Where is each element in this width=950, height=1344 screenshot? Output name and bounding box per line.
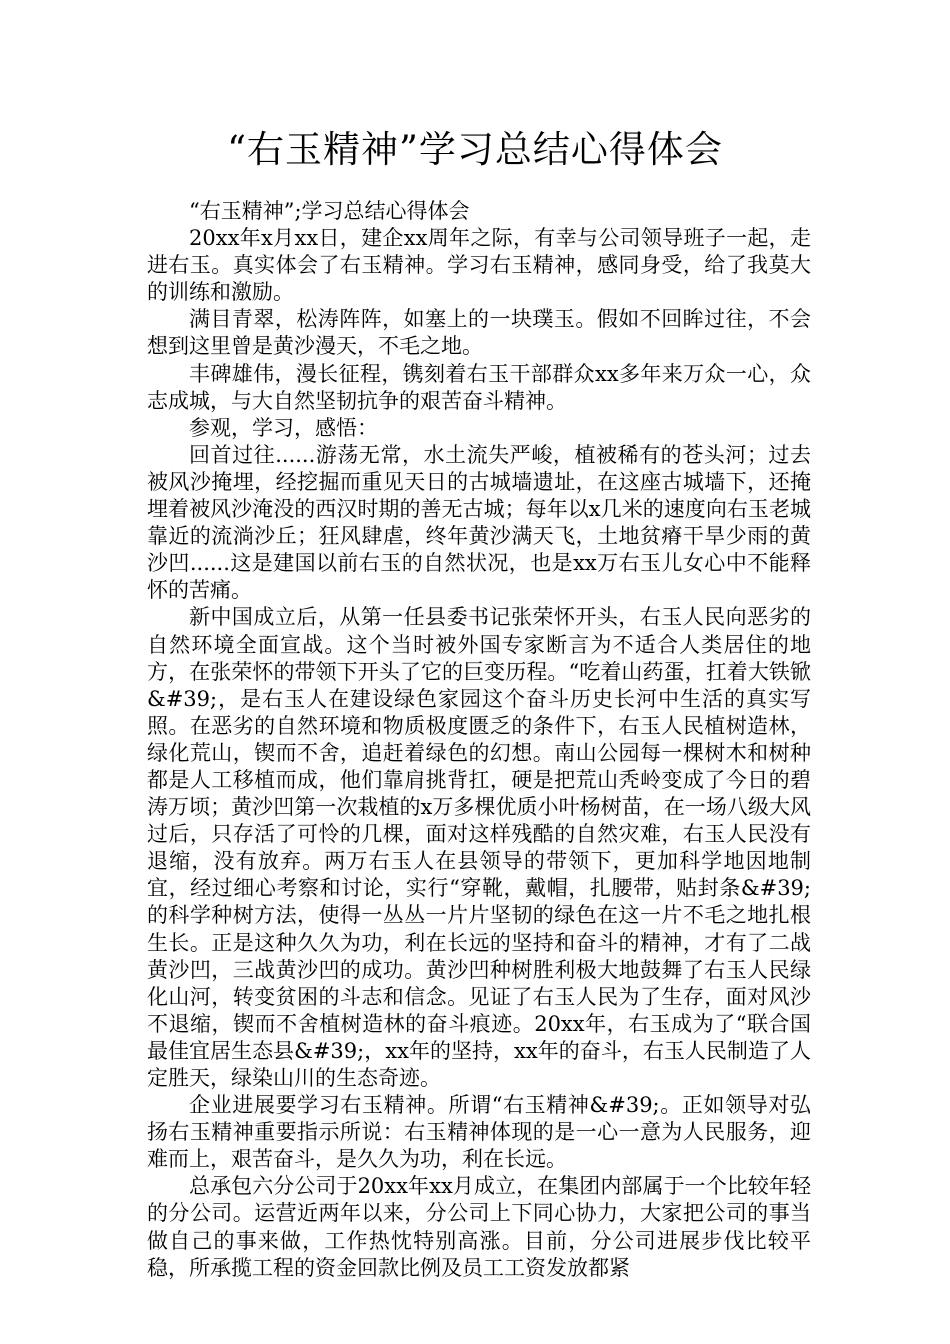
paragraph: 企业进展要学习右玉精神。所谓“右玉精神&#39;。正如领导对弘扬右玉精神重要指示所说：右玉精神体现的是一心一意为人民服务，迎难而上，艰苦奋斗，是久久为功，利在长远。 — [147, 1093, 811, 1172]
paragraph: 参观，学习，感悟： — [189, 415, 378, 440]
document-body — [147, 198, 811, 1282]
paragraph-subtitle: “右玉精神”;学习总结心得体会 — [189, 199, 470, 223]
document-title: “右玉精神”学习总结心得体会 — [227, 128, 723, 171]
paragraph: 回首过往......游荡无常，水土流失严峻，植被稀有的苍头河；过去被风沙掩埋，经挖掘而重见天日的古城墙遗址，在这座古城墙下，还掩埋着被风沙淹没的西汉时期的善无古城；每年以x几米的速度向右玉老城靠近的流淌沙丘；狂风肆虐，终年黄沙满天飞，土地贫瘠干旱少雨的黄沙凹......这是建国以前右玉的自然状况，也是xx万右玉儿女心中不能释怀的苦痛。 — [147, 442, 811, 603]
paragraph: 新中国成立后，从第一任县委书记张荣怀开头，右玉人民向恶劣的自然环境全面宣战。这个当时被外国专家断言为不适合人类居住的地方，在张荣怀的带领下开头了它的巨变历程。“吃着山药蛋，扛着大铁锨&#39;，是右玉人在建设绿色家园这个奋斗历史长河中生活的真实写照。在恶劣的自然环境和物质极度匮乏的条件下，右玉人民植树造林，绿化荒山，锲而不舍，追赶着绿色的幻想。南山公园每一棵树木和树种都是人工移植而成，他们靠肩挑背扛，硬是把荒山秃岭变成了今日的碧涛万顷；黄沙凹第一次栽植的x万多棵优质小叶杨树苗，在一场八级大风过后，只存活了可怜的几棵，面对这样残酷的自然灾难，右玉人民没有退缩，没有放弃。两万右玉人在县领导的带领下，更加科学地因地制宜，经过细心考察和讨论，实行“穿靴，戴帽，扎腰带，贴封条&#39;的科学种树方法，使得一丛丛一片片坚韧的绿色在这一片不毛之地扎根生长。正是这种久久为功，利在长远的坚持和奋斗的精神，才有了二战黄沙凹，三战黄沙凹的成功。黄沙凹种树胜利极大地鼓舞了右玉人民绿化山河，转变贫困的斗志和信念。见证了右玉人民为了生存，面对风沙不退缩，锲而不舍植树造林的奋斗痕迹。20xx年，右玉成为了“联合国最佳宜居生态县&#39;，xx年的坚持，xx年的奋斗，右玉人民制造了人定胜天，绿染山川的生态奇迹。 — [147, 605, 811, 1090]
paragraph: 满目青翠，松涛阵阵，如塞上的一块璞玉。假如不回眸过往，不会想到这里曾是黄沙漫天，不毛之地。 — [147, 307, 811, 359]
paragraph: 总承包六分公司于20xx年xx月成立，在集团内部属于一个比较年轻的分公司。运营近两年以来，分公司上下同心协力，大家把公司的事当做自己的事来做，工作热忱特别高涨。目前，分公司进展步伐比较平稳，所承揽工程的资金回款比例及员工工资发放都紧 — [147, 1174, 811, 1280]
paragraph: 丰碑雄伟，漫长征程，镌刻着右玉干部群众xx多年来万众一心，众志成城，与大自然坚韧抗争的艰苦奋斗精神。 — [147, 361, 811, 413]
paragraph: 20xx年x月xx日，建企xx周年之际，有幸与公司领导班子一起，走进右玉。真实体会了右玉精神。学习右玉精神，感同身受，给了我莫大的训练和激励。 — [147, 226, 811, 305]
